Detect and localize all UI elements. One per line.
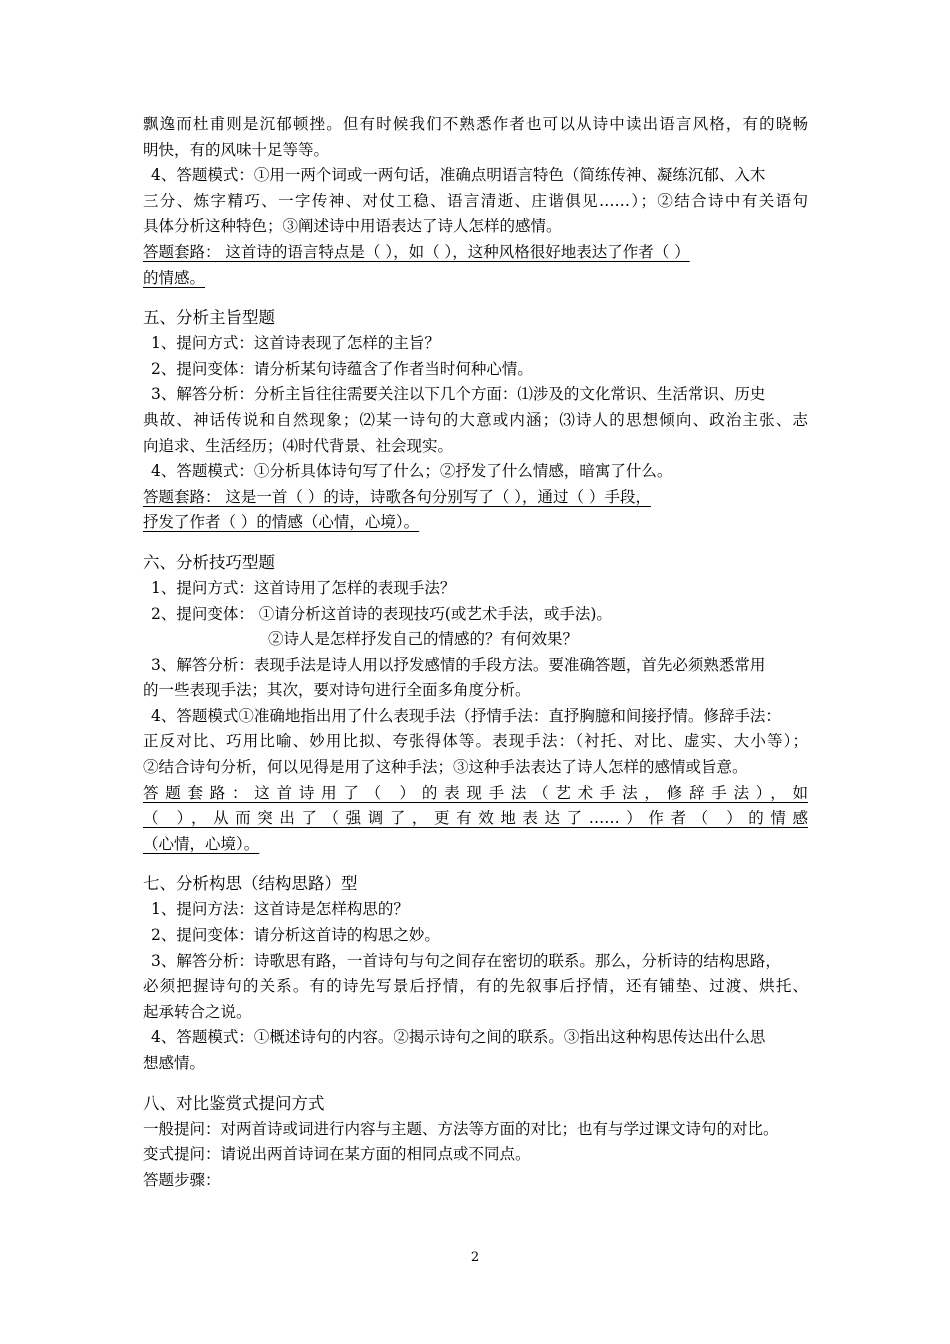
- text-line: 起承转合之说。: [143, 1002, 252, 1021]
- text-line: 4、答题模式：①概述诗句的内容。②揭示诗句之间的联系。③指出这种构思传达出什么思: [151, 1028, 766, 1047]
- text-line: 具体分析这种特色；③阐述诗中用语表达了诗人怎样的感情。: [143, 217, 562, 236]
- text-line: 飘逸而杜甫则是沉郁顿挫。但有时候我们不熟悉作者也可以从诗中读出语言风格，有的晓畅: [143, 115, 808, 133]
- answer-template-line: （心情，心境）。: [143, 834, 260, 853]
- text-line: 变式提问：请说出两首诗词在某方面的相同点或不同点。: [143, 1145, 531, 1164]
- text-line: ②结合诗句分析，何以见得是用了这种手法；③这种手法表达了诗人怎样的感情或旨意。: [143, 758, 748, 777]
- text-line: 3、解答分析：分析主旨往往需要关注以下几个方面：⑴涉及的文化常识、生活常识、历史: [151, 385, 766, 404]
- text-line: 4、答题模式：①用一两个词或一两句话，准确点明语言特色（简练传神、凝练沉郁、入木: [151, 166, 766, 185]
- section-heading: 八、对比鉴赏式提问方式: [143, 1093, 325, 1113]
- text-line: 正反对比、巧用比喻、妙用比拟、夸张得体等。表现手法：（衬托、对比、虚实、大小等）；: [143, 732, 808, 751]
- text-line: 4、答题模式：①分析具体诗句写了什么；②抒发了什么情感，暗寓了什么。: [151, 462, 673, 481]
- answer-template-line: 答题套路： 这是一首（ ）的诗，诗歌各句分别写了（ ），通过（ ）手段，: [143, 487, 651, 506]
- text-line: 2、提问变体：请分析某句诗蕴含了作者当时何种心情。: [151, 359, 533, 378]
- text-line: 向追求、生活经历；⑷时代背景、社会现实。: [143, 436, 454, 455]
- text-line: 2、提问变体：请分析这首诗的构思之妙。: [151, 926, 440, 945]
- text-line: 1、提问方式：这首诗用了怎样的表现手法？: [151, 578, 456, 597]
- text-line: 必须把握诗句的关系。有的诗先写景后抒情，有的先叙事后抒情，还有铺垫、过渡、烘托、: [143, 977, 808, 996]
- page-number: 2: [470, 1250, 480, 1265]
- text-line: 想感情。: [143, 1054, 206, 1072]
- text-line: 2、提问变体： ①请分析这首诗的表现技巧(或艺术手法，或手法)。: [151, 604, 612, 623]
- answer-template-line: （ ），从而突出了（强调了，更有效地表达了……）作者（ ）的情感: [143, 809, 808, 828]
- answer-template-line: 的情感。: [143, 268, 206, 287]
- section-heading: 五、分析主旨型题: [143, 308, 275, 328]
- text-line: 1、提问方法：这首诗是怎样构思的？: [151, 900, 409, 919]
- text-line: 三分、炼字精巧、一字传神、对仗工稳、语言清逝、庄谐俱见……）；②结合诗中有关语句: [143, 191, 808, 210]
- text-line: 一般提问：对两首诗或词进行内容与主题、方法等方面的对比；也有与学过课文诗句的对比。: [143, 1119, 779, 1138]
- section-heading: 六、分析技巧型题: [143, 552, 275, 572]
- text-line: 明快，有的风味十足等等。: [143, 140, 330, 159]
- answer-template-line: 答题套路： 这首诗的语言特点是（ ），如（ ），这种风格很好地表达了作者（ ）: [143, 242, 690, 261]
- answer-template-line: 抒发了作者（ ）的情感（心情，心境）。: [143, 513, 420, 532]
- document-body: [143, 112, 808, 1193]
- text-line: 3、解答分析：表现手法是诗人用以抒发感情的手段方法。要准确答题，首先必须熟悉常用: [151, 655, 766, 674]
- text-line: 3、解答分析：诗歌思有路，一首诗句与句之间存在密切的联系。那么，分析诗的结构思路，: [151, 951, 781, 970]
- text-line: 典故、神话传说和自然现象；⑵某一诗句的大意或内涵；⑶诗人的思想倾向、政治主张、志: [143, 410, 808, 429]
- text-line: ②诗人是怎样抒发自己的情感的？有何效果？: [268, 630, 579, 649]
- section-heading: 七、分析构思（结构思路）型: [143, 874, 358, 894]
- text-line: 的一些表现手法；其次，要对诗句进行全面多角度分析。: [143, 681, 531, 700]
- answer-template-line: 答题套路：这首诗用了（ ）的表现手法（艺术手法，修辞手法），如: [143, 783, 808, 802]
- text-line: 1、提问方式：这首诗表现了怎样的主旨？: [151, 334, 440, 353]
- text-line: 4、答题模式①准确地指出用了什么表现手法（抒情手法：直抒胸臆和间接抒情。修辞手法：: [151, 706, 781, 725]
- text-line: 答题步骤：: [143, 1170, 221, 1189]
